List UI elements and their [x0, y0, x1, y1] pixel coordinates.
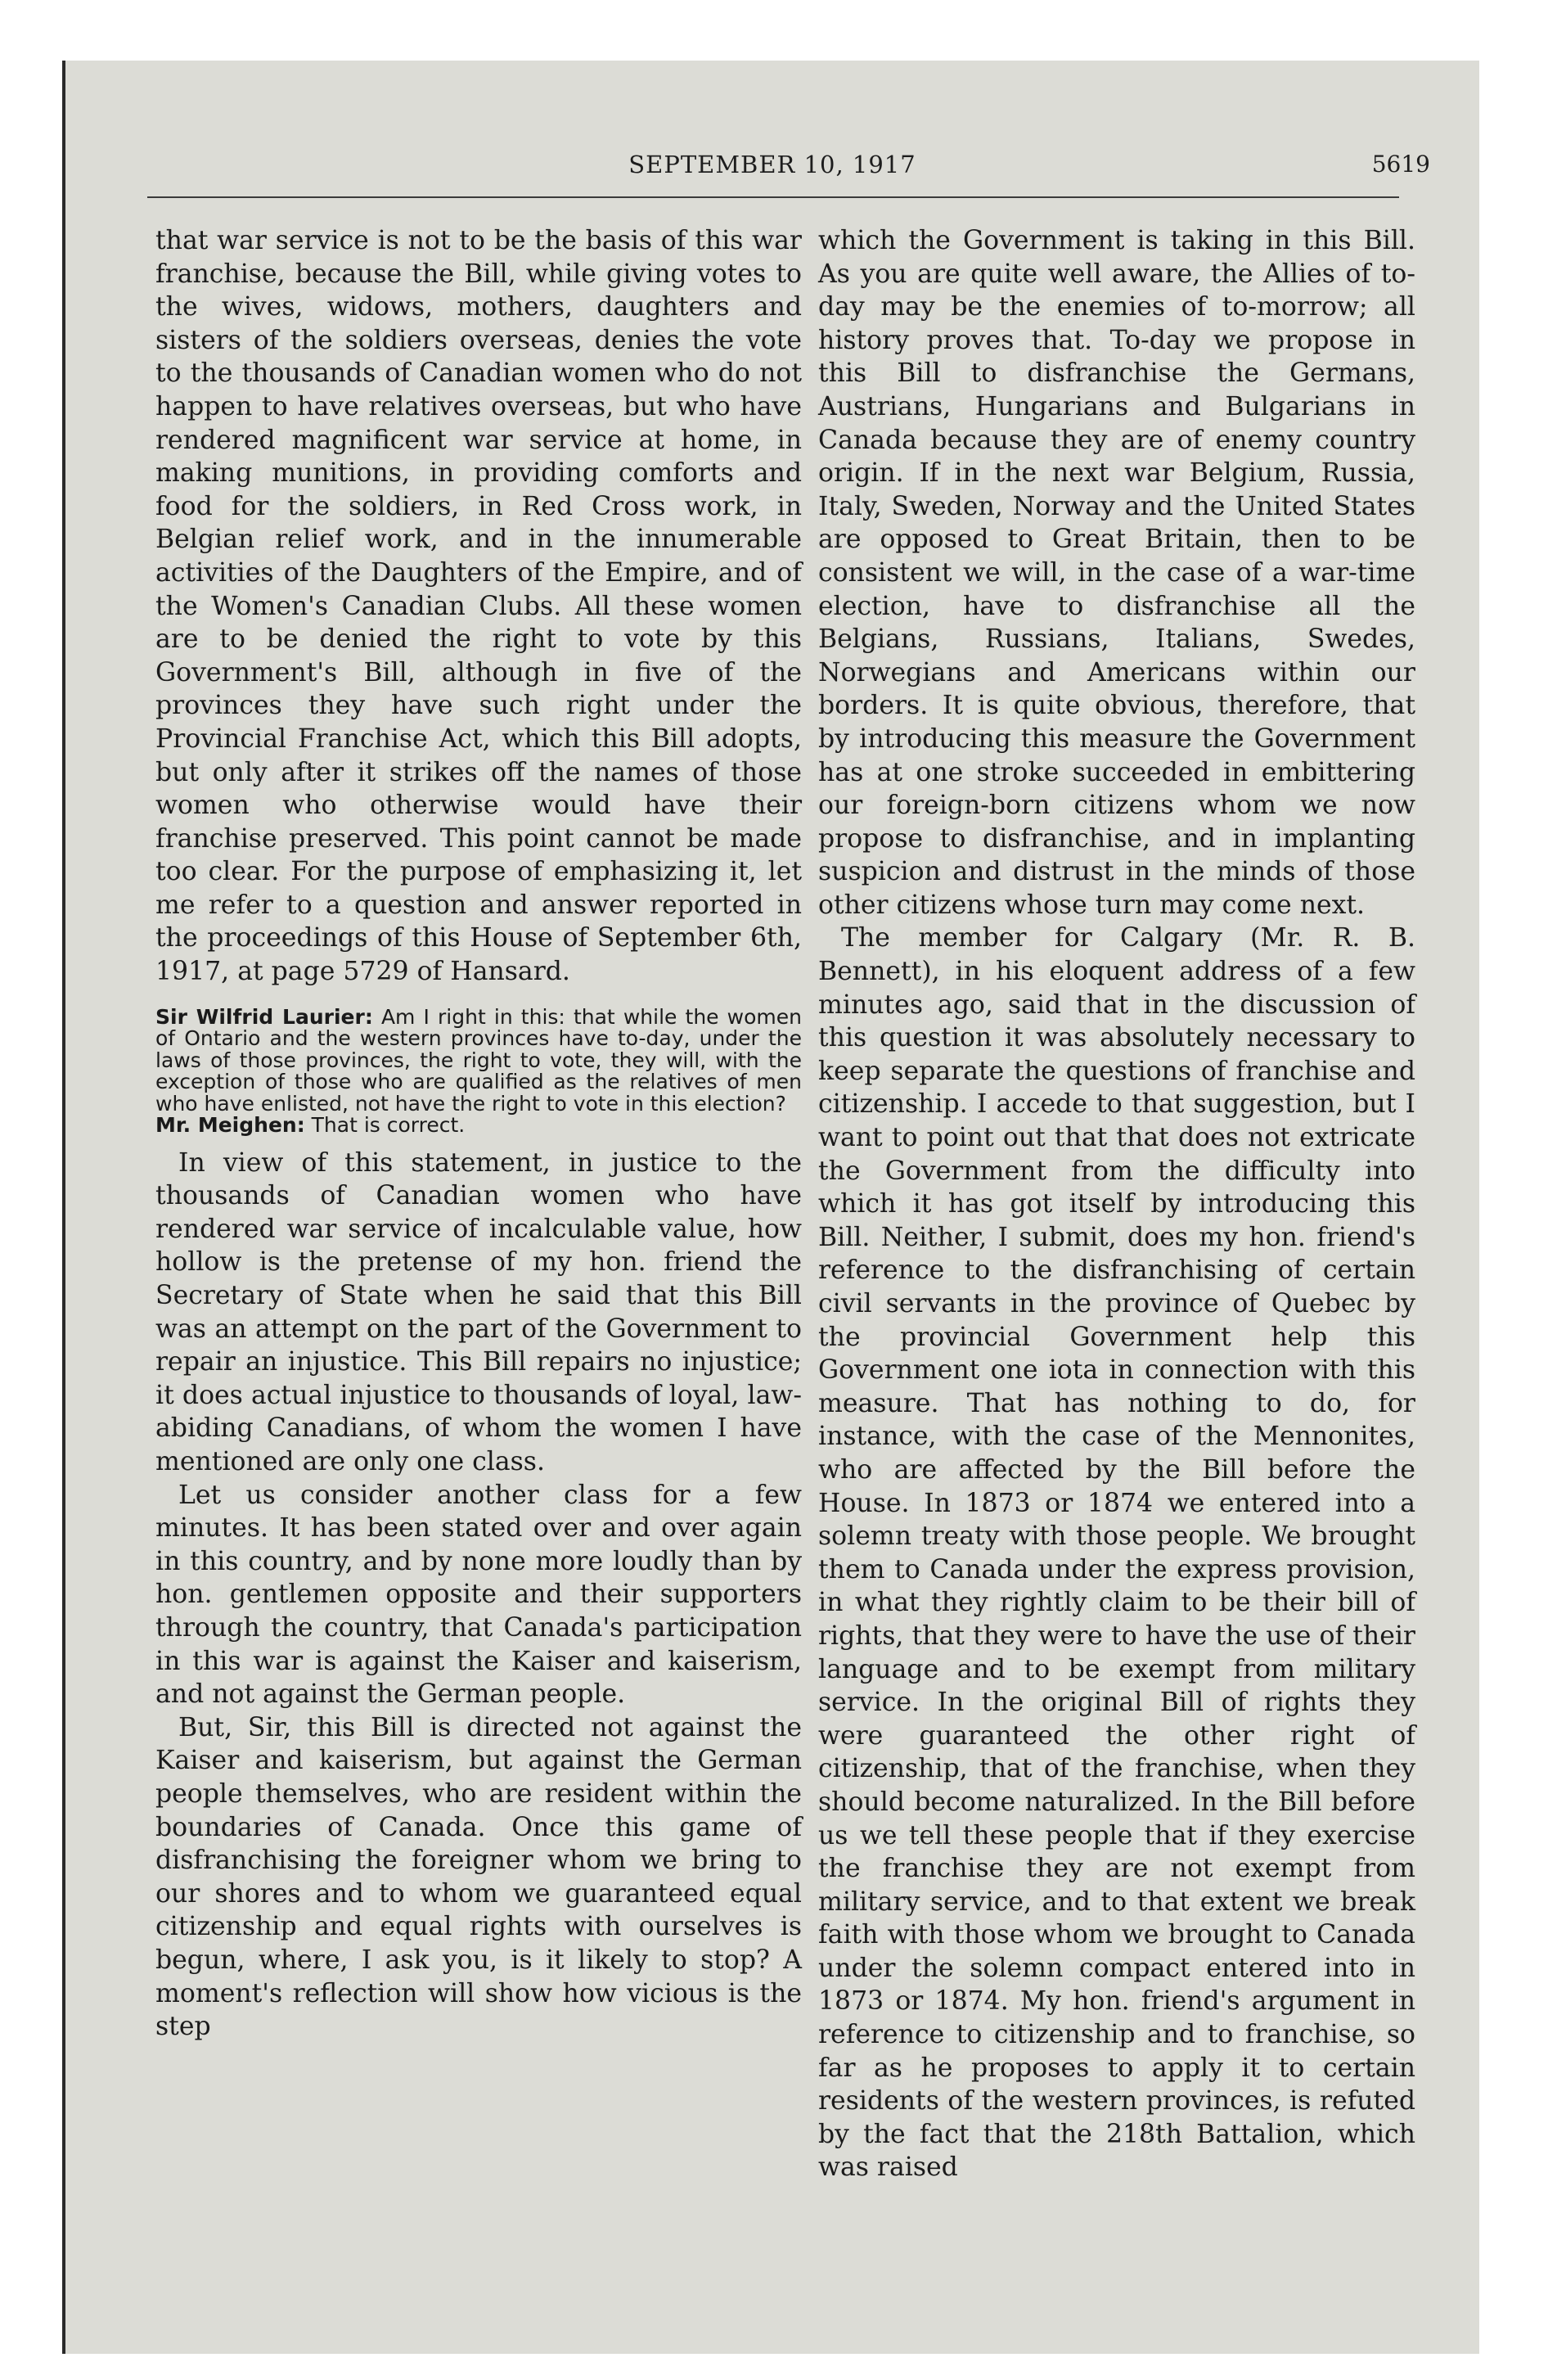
left-paragraph-3: Let us consider another class for a few minutes. It has been stated over and over again in this country, and by none more loudly than by hon. gentlemen opposite and their supporters through the country, that Canada's participation in this war is against the Kaiser and kaiserism, and not against the German people. — [155, 1480, 802, 1710]
page-number: 5619 — [1371, 151, 1430, 178]
left-column — [155, 224, 802, 2044]
left-paragraph-2: In view of this statement, in justice to the thousands of Canadian women who have rendered war service of incalculable value, how hollow is the pretense of my hon. friend the Secretary of State when he said that this Bill was an attempt on the part of the Government to repair an injustice. This Bill repairs no injustice; it does actual injustice to thousands of loyal, law-abiding Canadians, of whom the women I have mentioned are only one class. — [155, 1147, 802, 1476]
quote-speaker-laurier: Sir Wilfrid Laurier: — [155, 1004, 373, 1029]
right-column — [818, 224, 1415, 2184]
left-paragraph-4: But, Sir, this Bill is directed not against the Kaiser and kaiserism, but against the German people themselves, who are resident within the boundaries of Canada. Once this game of disfranchising the foreigner whom we bring to our shores and to whom we guaranteed equal citizenship and equal rights with ourselves is begun, where, I ask you, is it likely to stop? A moment's reflection will show how vicious is the step — [155, 1712, 802, 2042]
left-paragraph-1: that war service is not to be the basis of this war franchise, because the Bill, while giving votes to the wives, widows, mothers, daughters and sisters of the soldiers overseas, denies the vote to the thousands of Canadian women who do not happen to have relatives overseas, but who have rendered magnificent war service at home, in making munitions, in providing comforts and food for the soldiers, in Red Cross work, in Belgian relief work, and in the innumerable activities of the Daughters of the Empire, and of the Women's Canadian Clubs. All these women are to be denied the right to vote by this Government's Bill, although in five of the provinces they have such right under the Provincial Franchise Act, which this Bill adopts, but only after it strikes off the names of those women who otherwise would have their franchise preserved. This point cannot be made too clear. For the purpose of emphasizing it, let me refer to a question and answer reported in the proceedings of this House of September 6th, 1917, at page 5729 of Hansard. — [155, 226, 802, 987]
page-header — [65, 151, 1479, 192]
scanned-page — [62, 61, 1479, 2354]
hansard-quotation — [155, 1004, 802, 1138]
quote-question-text: Am I right in this: that while the women of Ontario and the western provinces have to-day, under the laws of those provinces, the right to vote, they will, with the exception of those who are qualified as the relatives of men who have enlisted, not have the right to vote in this election? — [155, 1004, 802, 1116]
header-rule — [147, 196, 1399, 198]
quote-speaker-meighen: Mr. Meighen: — [155, 1113, 305, 1138]
quote-answer — [155, 1115, 802, 1137]
quote-question — [155, 1004, 802, 1116]
quote-answer-text: That is correct. — [311, 1113, 466, 1138]
right-paragraph-1: which the Government is taking in this Bill. As you are quite well aware, the Allies of to-day may be the enemies of to-morrow; all history proves that. To-day we propose in this Bill to disfranchise the Germans, Austrians, Hungarians and Bulgarians in Canada because they are of enemy country origin. If in the next war Belgium, Russia, Italy, Sweden, Norway and the United States are opposed to Great Britain, then to be consistent we will, in the case of a war-time election, have to disfranchise all the Belgians, Russians, Italians, Swedes, Norwegians and Americans within our borders. It is quite obvious, therefore, that by introducing this measure the Government has at one stroke succeeded in embittering our foreign-born citizens whom we now propose to disfranchise, and in implanting suspicion and distrust in the minds of those other citizens whose turn may come next. — [818, 226, 1415, 920]
right-paragraph-2: The member for Calgary (Mr. R. B. Bennett), in his eloquent address of a few minutes ago, said that in the discussion of this question it was absolutely necessary to keep separate the questions of franchise and citizenship. I accede to that suggestion, but I want to point out that that does not extricate the Government from the difficulty into which it has got itself by introducing this Bill. Neither, I submit, does my hon. friend's reference to the disfranchising of certain civil servants in the province of Quebec by the provincial Government help this Government one iota in connection with this measure. That has nothing to do, for instance, with the case of the Mennonites, who are affected by the Bill before the House. In 1873 or 1874 we entered into a solemn treaty with those people. We brought them to Canada under the express provision, in what they rightly claim to be their bill of rights, that they were to have the use of their language and to be exempt from military service. In the original Bill of rights they were guaranteed the other right of citizenship, that of the franchise, when they should become naturalized. In the Bill before us we tell these people that if they exercise the franchise they are not exempt from military service, and to that extent we break faith with those whom we brought to Canada under the solemn compact entered into in 1873 or 1874. My hon. friend's argument in reference to citizenship and to franchise, so far as he proposes to apply it to certain residents of the western provinces, is refuted by the fact that the 218th Battalion, which was raised — [818, 923, 1415, 2183]
header-date: SEPTEMBER 10, 1917 — [628, 151, 916, 178]
